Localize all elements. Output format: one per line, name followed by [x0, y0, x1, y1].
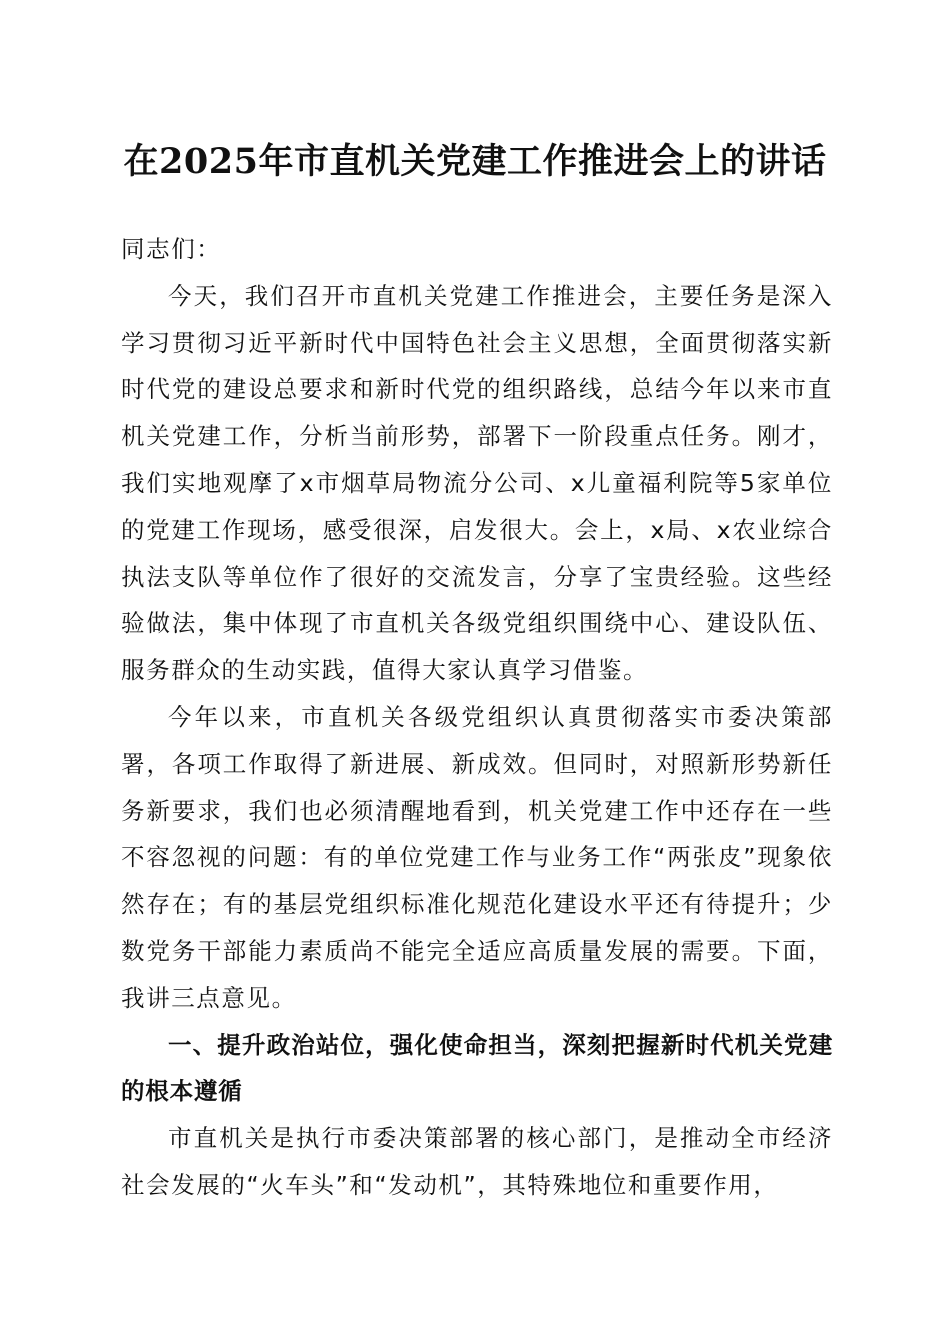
section-one-heading: 一、提升政治站位，强化使命担当，深刻把握新时代机关党建的根本遵循: [121, 1030, 833, 1106]
speech-body: [121, 226, 833, 1209]
opening-paragraph: 今天，我们召开市直机关党建工作推进会，主要任务是深入学习贯彻习近平新时代中国特色社会主义思想，全面贯彻落实新时代党的建设总要求和新时代党的组织路线，总结今年以来市直机关党建工作，分析当前形势，部署下一阶段重点任务。刚才，我们实地观摩了x市烟草局物流分公司、x儿童福利院等5家单位的党建工作现场，感受很深，启发很大。会上，x局、x农业综合执法支队等单位作了很好的交流发言，分享了宝贵经验。这些经验做法，集中体现了市直机关各级党组织围绕中心、建设队伍、服务群众的生动实践，值得大家认真学习借鉴。: [121, 281, 833, 685]
salutation: 同志们：: [121, 235, 222, 263]
situation-paragraph: 今年以来，市直机关各级党组织认真贯彻落实市委决策部署，各项工作取得了新进展、新成效。但同时，对照新形势新任务新要求，我们也必须清醒地看到，机关党建工作中还存在一些不容忽视的问题：有的单位党建工作与业务工作“两张皮”现象依然存在；有的基层党组织标准化规范化建设水平还有待提升；少数党务干部能力素质尚不能完全适应高质量发展的需要。下面，我讲三点意见。: [121, 702, 833, 1012]
section-one-paragraph: 市直机关是执行市委决策部署的核心部门，是推动全市经济社会发展的“火车头”和“发动机”，其特殊地位和重要作用，: [121, 1124, 833, 1199]
speech-title: 在2025年市直机关党建工作推进会上的讲话: [123, 141, 827, 182]
